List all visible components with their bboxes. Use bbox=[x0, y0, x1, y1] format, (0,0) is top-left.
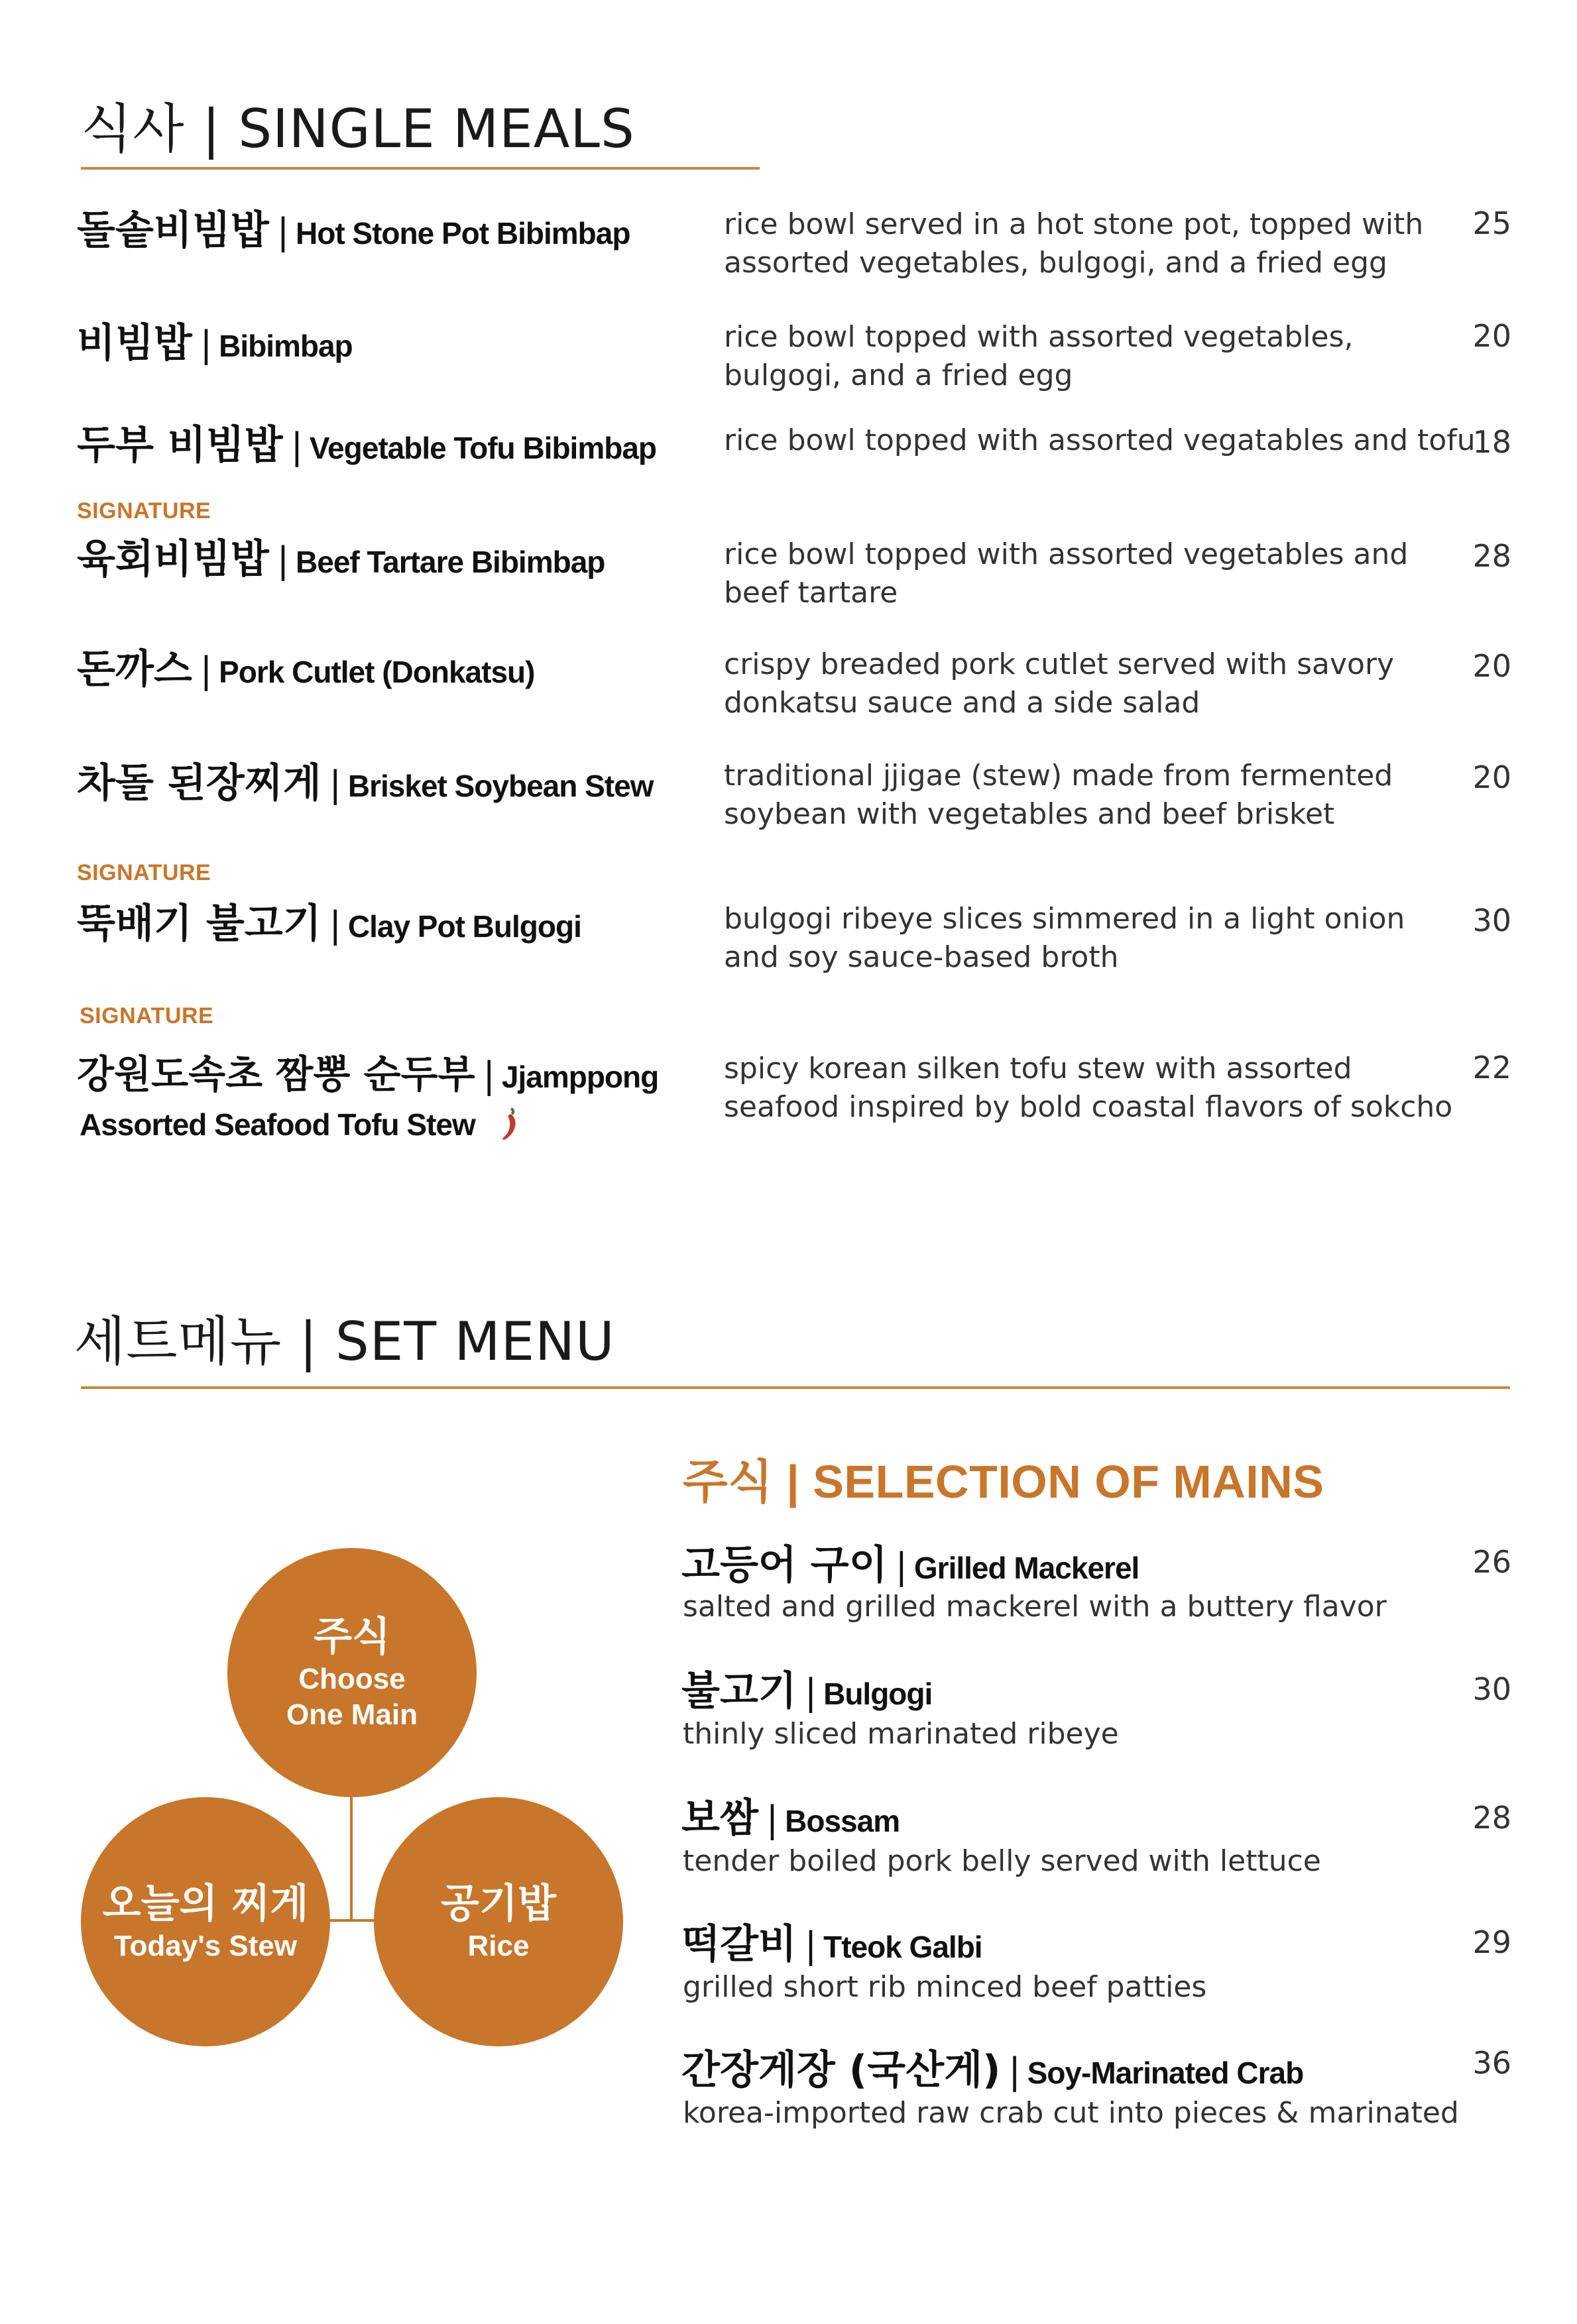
item-price: 28 bbox=[1472, 538, 1511, 574]
item-korean-name: 육회비빔밥 bbox=[77, 536, 269, 582]
single-meals-rule bbox=[81, 167, 760, 170]
item-description: grilled short rib minced beef patties bbox=[683, 1970, 1207, 2004]
signature-badge: SIGNATURE bbox=[80, 1003, 214, 1028]
item-korean-name: 떡갈비 bbox=[681, 1921, 797, 1967]
circle-rice: 공기밥 Rice bbox=[374, 1797, 623, 2046]
menu-item-name: 돌솥비빔밥 | Hot Stone Pot Bibimbap bbox=[77, 207, 630, 254]
item-korean-name: 차돌 된장찌게 bbox=[77, 760, 321, 806]
item-description: crispy breaded pork cutlet served with savory donkatsu sauce and a side salad bbox=[724, 647, 1395, 720]
item-description: rice bowl topped with assorted vegatables and tofu bbox=[724, 423, 1476, 457]
item-english-name: Brisket Soybean Stew bbox=[347, 769, 654, 803]
item-english-name: Bibimbap bbox=[219, 329, 353, 363]
main-item-name: 떡갈비 | Tteok Galbi bbox=[681, 1921, 982, 1967]
menu-item-name: 차돌 된장찌게 | Brisket Soybean Stew bbox=[77, 760, 654, 806]
item-price: 30 bbox=[1472, 903, 1511, 938]
item-price: 30 bbox=[1472, 1671, 1511, 1707]
circle-choose-main: 주식 Choose One Main bbox=[227, 1548, 477, 1797]
item-english-name-cont: Assorted Seafood Tofu Stew bbox=[80, 1107, 520, 1142]
set-menu-title: 세트메뉴 | SET MENU bbox=[74, 1311, 615, 1372]
menu-item-name: 강원도속초 짬뽕 순두부 | Jjamppong bbox=[77, 1052, 659, 1097]
item-price: 36 bbox=[1472, 2045, 1511, 2081]
main-item-name: 보쌈 | Bossam bbox=[681, 1795, 900, 1842]
signature-badge: SIGNATURE bbox=[77, 860, 211, 885]
item-price: 28 bbox=[1472, 1800, 1511, 1836]
menu-item-name: 비빔밥 | Bibimbap bbox=[77, 320, 353, 366]
item-english-name: Bulgogi bbox=[823, 1677, 933, 1711]
item-description: rice bowl served in a hot stone pot, topped with assorted vegetables, bulgogi, and a fried egg bbox=[724, 207, 1424, 280]
diagram-connector-vertical bbox=[350, 1789, 353, 1922]
item-english-name: Hot Stone Pot Bibimbap bbox=[296, 216, 630, 250]
item-english-name: Jjamppong bbox=[501, 1060, 659, 1094]
menu-item-name: 뚝배기 불고기 | Clay Pot Bulgogi bbox=[77, 901, 581, 947]
diagram-connector-horizontal bbox=[325, 1919, 378, 1922]
item-korean-name: 두부 비빔밥 bbox=[77, 422, 283, 469]
item-description: salted and grilled mackerel with a buttery flavor bbox=[683, 1590, 1387, 1624]
item-description: thinly sliced marinated ribeye bbox=[683, 1717, 1119, 1751]
chili-pepper-icon bbox=[498, 1107, 520, 1142]
item-english-name: Tteok Galbi bbox=[823, 1930, 982, 1964]
item-price: 20 bbox=[1472, 759, 1511, 795]
item-price: 25 bbox=[1472, 205, 1511, 241]
item-price: 20 bbox=[1472, 648, 1511, 684]
item-english-name: Soy-Marinated Crab bbox=[1027, 2056, 1304, 2090]
item-description: korea-imported raw crab cut into pieces & marinated bbox=[683, 2096, 1459, 2130]
main-item-name: 불고기 | Bulgogi bbox=[681, 1668, 933, 1714]
item-english-name: Beef Tartare Bibimbap bbox=[296, 545, 605, 579]
item-korean-name: 간장게장 (국산게) bbox=[681, 2047, 1001, 2093]
set-menu-rule bbox=[81, 1386, 1510, 1389]
item-price: 26 bbox=[1472, 1544, 1511, 1580]
item-english-name: Pork Cutlet (Donkatsu) bbox=[219, 655, 535, 689]
item-description: rice bowl topped with assorted vegetables and beef tartare bbox=[724, 537, 1409, 610]
item-english-name: Vegetable Tofu Bibimbap bbox=[309, 431, 656, 465]
item-description: traditional jjigae (stew) made from fermented soybean with vegetables and beef brisket bbox=[724, 759, 1393, 831]
main-item-name: 고등어 구이 | Grilled Mackerel bbox=[681, 1542, 1139, 1588]
item-price: 29 bbox=[1472, 1924, 1511, 1960]
item-description: rice bowl topped with assorted vegetables, bulgogi, and a fried egg bbox=[724, 320, 1354, 392]
circle-todays-stew: 오늘의 찌게 Today's Stew bbox=[81, 1797, 330, 2046]
main-item-name: 간장게장 (국산게) | Soy-Marinated Crab bbox=[681, 2047, 1304, 2093]
menu-item-name: 돈까스 | Pork Cutlet (Donkatsu) bbox=[77, 646, 535, 692]
item-korean-name: 불고기 bbox=[681, 1668, 797, 1714]
single-meals-title: 식사 | SINGLE MEALS bbox=[81, 98, 635, 160]
item-korean-name: 강원도속초 짬뽕 순두부 bbox=[77, 1052, 475, 1097]
item-english-name: Grilled Mackerel bbox=[913, 1551, 1139, 1585]
item-korean-name: 돌솥비빔밥 bbox=[77, 207, 269, 254]
menu-item-name: 두부 비빔밥 | Vegetable Tofu Bibimbap bbox=[77, 422, 656, 469]
selection-of-mains-title: 주식 | SELECTION OF MAINS bbox=[683, 1456, 1324, 1508]
item-english-name: Bossam bbox=[785, 1804, 900, 1838]
item-description: spicy korean silken tofu stew with assorted seafood inspired by bold coastal flavors of sokcho bbox=[724, 1052, 1453, 1124]
signature-badge: SIGNATURE bbox=[77, 498, 211, 524]
item-description: tender boiled pork belly served with lettuce bbox=[683, 1844, 1321, 1878]
item-korean-name: 돈까스 bbox=[77, 646, 192, 692]
item-price: 18 bbox=[1472, 424, 1511, 460]
item-english-name: Clay Pot Bulgogi bbox=[347, 909, 581, 944]
menu-item-name: 육회비빔밥 | Beef Tartare Bibimbap bbox=[77, 536, 605, 582]
item-description: bulgogi ribeye slices simmered in a light onion and soy sauce-based broth bbox=[724, 902, 1405, 974]
item-price: 20 bbox=[1472, 318, 1511, 354]
item-korean-name: 비빔밥 bbox=[77, 320, 192, 366]
item-korean-name: 고등어 구이 bbox=[681, 1542, 888, 1588]
item-korean-name: 뚝배기 불고기 bbox=[77, 901, 321, 947]
item-korean-name: 보쌈 bbox=[681, 1795, 758, 1842]
item-price: 22 bbox=[1472, 1050, 1511, 1085]
